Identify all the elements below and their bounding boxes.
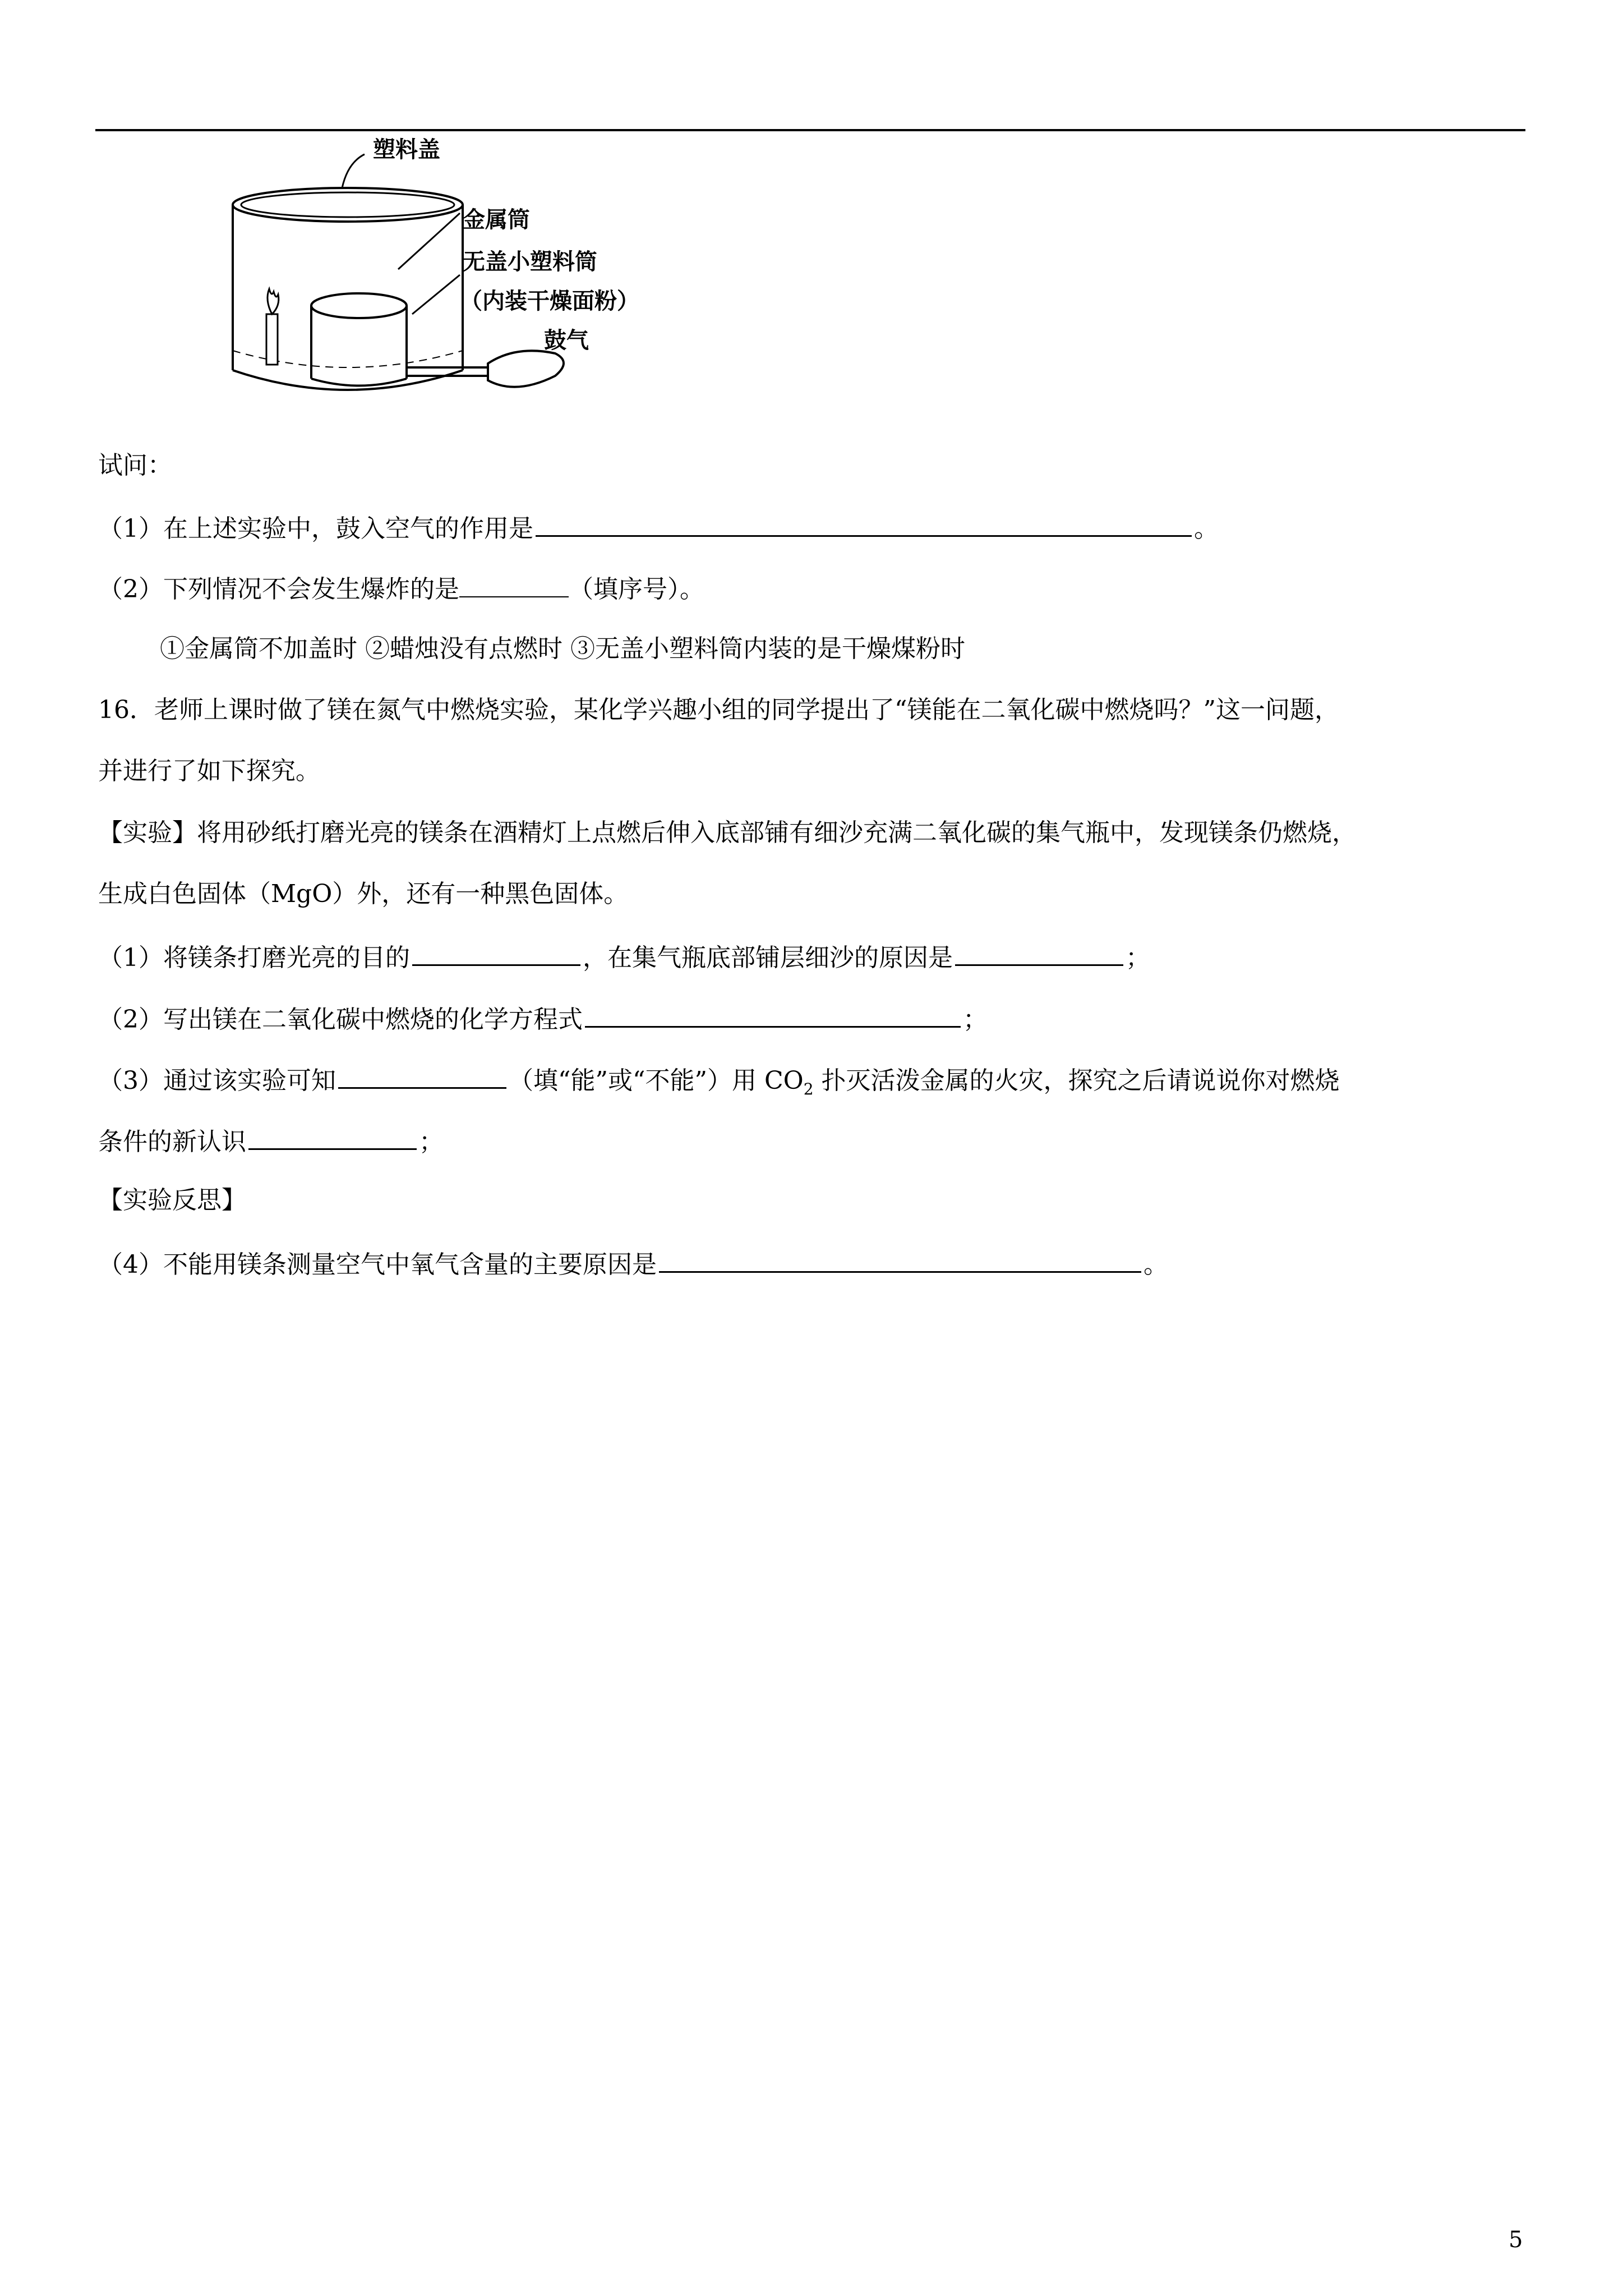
dust-explosion-apparatus-diagram	[224, 129, 729, 421]
label-can-contents: （内装干燥面粉）	[460, 288, 639, 314]
q16-part3-text-c: 扑灭活泼金属的火灾，探究之后请说说你对燃烧	[813, 1066, 1340, 1095]
q15-options: ①金属筒不加盖时 ②蜡烛没有点燃时 ③无盖小塑料筒内装的是干燥煤粉时	[160, 634, 965, 663]
q15-intro: 试问：	[98, 451, 172, 480]
q15-part1	[98, 509, 1219, 546]
q16-part1	[98, 938, 1150, 975]
q16-part3-line2	[98, 1122, 444, 1159]
answer-blank-q15-1[interactable]	[536, 509, 1192, 537]
q16-part2	[98, 1000, 988, 1037]
q16-part1-text-b: ，在集气瓶底部铺层细沙的原因是	[583, 944, 953, 972]
q16-part4-end: 。	[1144, 1250, 1168, 1279]
q16-part3-end: ；	[419, 1128, 444, 1156]
q15-part1-end: 。	[1194, 514, 1219, 543]
q16-part1-text-a: （1）将镁条打磨光亮的目的	[98, 944, 410, 972]
reflection-heading: 【实验反思】	[98, 1186, 246, 1214]
answer-blank-q16-3a[interactable]	[338, 1061, 506, 1089]
q16-part2-text: （2）写出镁在二氧化碳中燃烧的化学方程式	[98, 1005, 583, 1034]
q16-part3-text-b: （填“能”或“不能”）用 CO	[509, 1066, 804, 1095]
q16-intro-line2: 并进行了如下探究。	[98, 757, 320, 785]
q16-part4	[98, 1245, 1168, 1282]
answer-blank-q16-4[interactable]	[659, 1245, 1141, 1273]
q16-experiment-line2: 生成白色固体（MgO）外，还有一种黑色固体。	[98, 880, 629, 908]
label-small-plastic-can: 无盖小塑料筒	[463, 249, 597, 275]
label-plastic-lid: 塑料盖	[373, 137, 440, 163]
answer-blank-q16-1a[interactable]	[412, 938, 580, 966]
apparatus-figure	[224, 129, 729, 421]
q16-part4-text: （4）不能用镁条测量空气中氧气含量的主要原因是	[98, 1250, 657, 1279]
label-metal-can: 金属筒	[463, 207, 530, 233]
q15-part2-end: （填序号）。	[569, 575, 704, 604]
q16-experiment-line1: 【实验】将用砂纸打磨光亮的镁条在酒精灯上点燃后伸入底部铺有细沙充满二氧化碳的集气瓶中，发现镁条仍燃烧，	[98, 818, 1357, 847]
q16-intro-line1: 16．老师上课时做了镁在氮气中燃烧实验，某化学兴趣小组的同学提出了“镁能在二氧化碳中燃烧吗？”这一问题，	[98, 696, 1339, 724]
q16-part3-text-a: （3）通过该实验可知	[98, 1066, 336, 1095]
q15-part2-text: （2）下列情况不会发生爆炸的是	[98, 575, 459, 604]
q15-part2	[98, 570, 704, 606]
answer-blank-q16-2[interactable]	[585, 1000, 961, 1028]
co2-subscript: 2	[803, 1079, 814, 1098]
label-blow-air: 鼓气	[544, 328, 589, 353]
q16-part3-line2-text: 条件的新认识	[98, 1128, 246, 1156]
q16-part1-end: ；	[1126, 944, 1150, 972]
answer-blank-q16-3b[interactable]	[248, 1122, 417, 1150]
answer-blank-q15-2[interactable]	[459, 570, 569, 597]
page-number: 5	[1509, 2227, 1523, 2253]
answer-blank-q16-1b[interactable]	[955, 938, 1123, 966]
q16-part3	[98, 1061, 1340, 1106]
q16-part2-end: ；	[963, 1005, 988, 1034]
q15-part1-text: （1）在上述实验中，鼓入空气的作用是	[98, 514, 533, 543]
